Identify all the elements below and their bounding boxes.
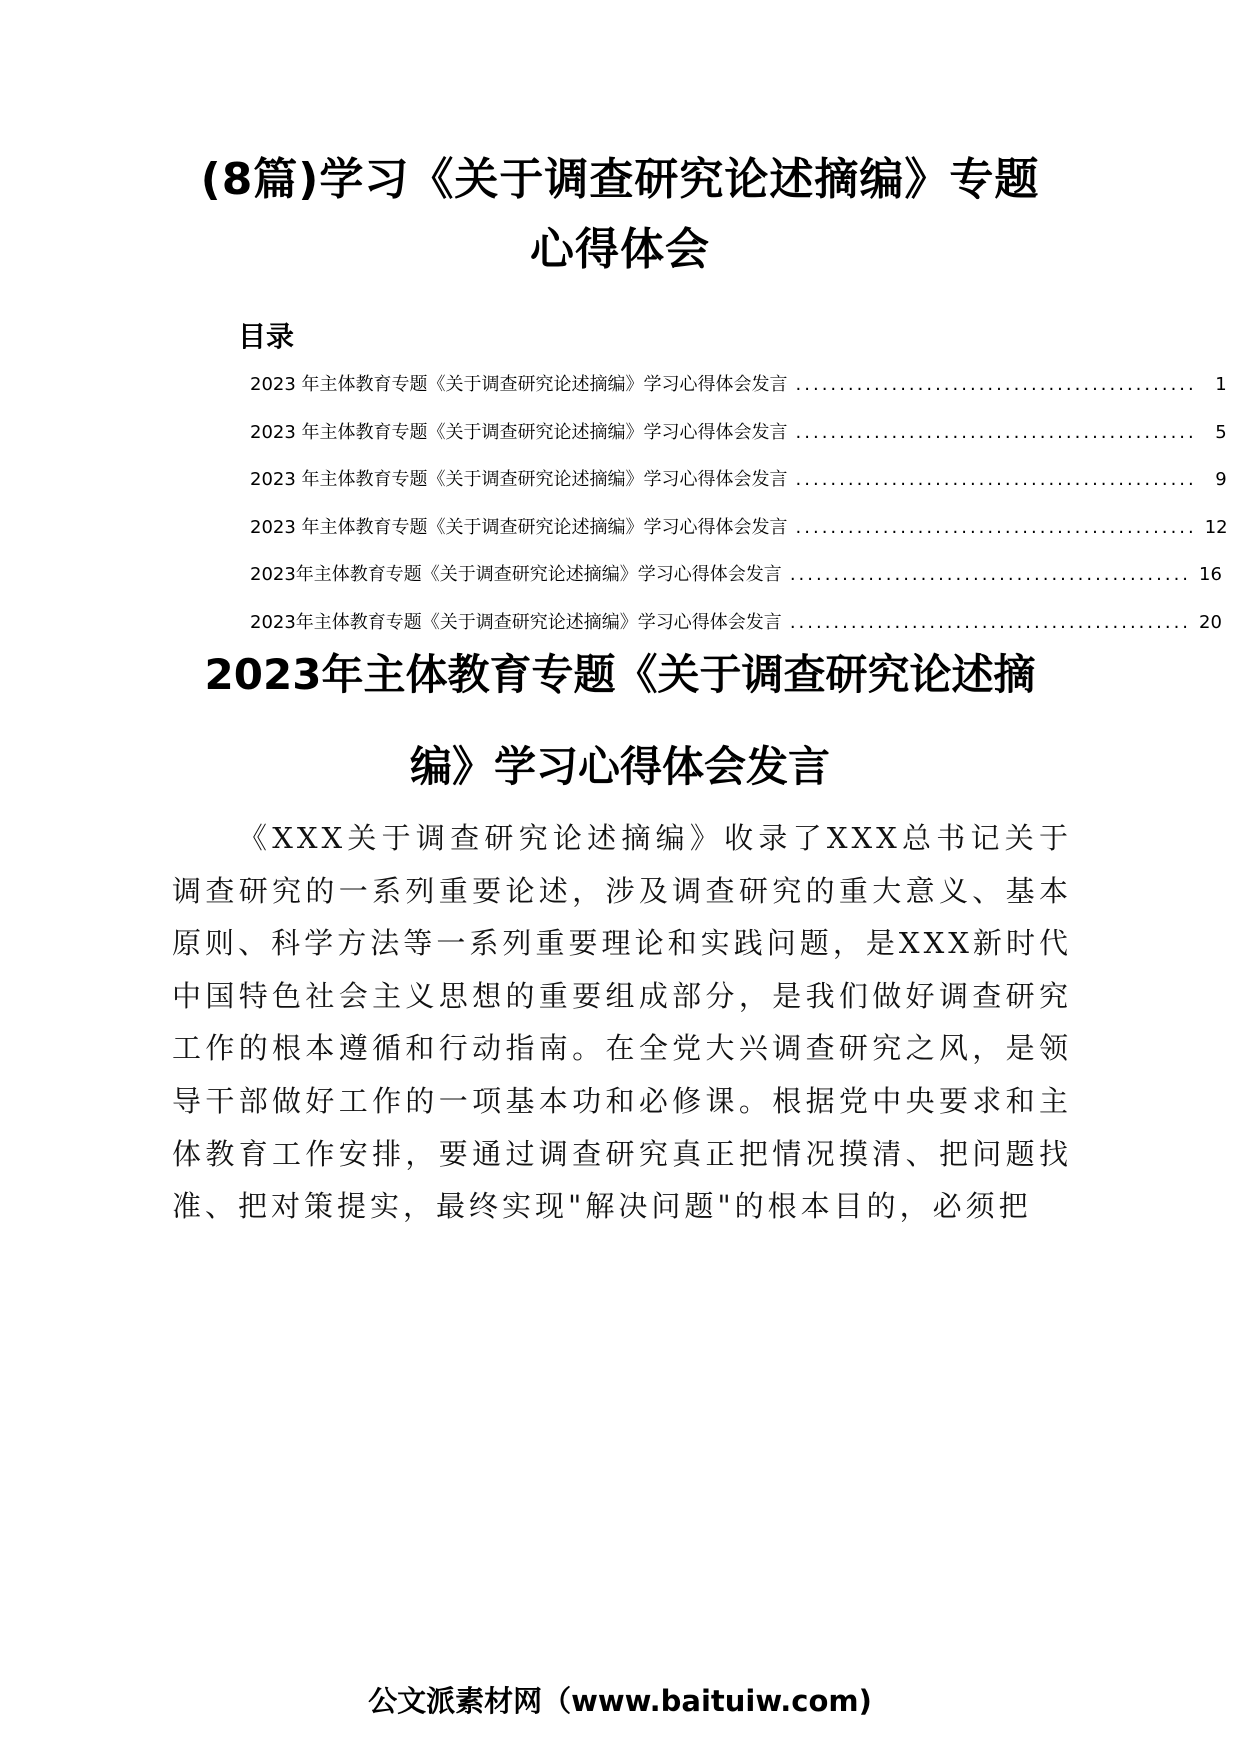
toc-leader-dots: .............................................. — [795, 421, 1197, 443]
toc-entry[interactable] — [250, 467, 1227, 515]
body-paragraph: 《XXX关于调查研究论述摘编》收录了XXX总书记关于 调查研究的一系列重要论述，涉及调查研究的重大意义、基本原则、科学方法等一系列重要理论和实践问题，是XXX新时代中国特色社会主义思想的重要组成部分，是我们做好调查研究工作的根本遵循和行动指南。在全党大兴调查研究之风，是领导干部做好工作的一项基本功和必修课。根据党中央要求和主体教育工作安排，要通过调查研究真正把情况摸清、把问题找准、把对策提实，最终实现"解决问题"的根本目的，必须把 — [172, 821, 1072, 1224]
document-title-line-2: 心得体会 — [530, 224, 710, 275]
table-of-contents — [250, 372, 1228, 657]
toc-leader-dots: .............................................. — [789, 611, 1192, 633]
toc-entry[interactable] — [250, 562, 1222, 610]
toc-entry-page: 1 — [1215, 374, 1227, 395]
toc-entry-label: 2023 年主体教育专题《关于调查研究论述摘编》学习心得体会发言 — [250, 421, 788, 443]
toc-leader-dots: .............................................. — [795, 374, 1197, 395]
toc-entry-page: 5 — [1215, 421, 1227, 443]
toc-entry-label: 2023 年主体教育专题《关于调查研究论述摘编》学习心得体会发言 — [250, 374, 788, 395]
toc-entry[interactable] — [250, 372, 1227, 420]
footer-watermark: 公文派素材网（www.baituiw.com) — [368, 1684, 872, 1718]
toc-entry-page: 9 — [1215, 469, 1227, 490]
toc-leader-dots: .............................................. — [795, 469, 1197, 490]
toc-entry-label: 2023年主体教育专题《关于调查研究论述摘编》学习心得体会发言 — [250, 564, 782, 585]
toc-entry-label: 2023年主体教育专题《关于调查研究论述摘编》学习心得体会发言 — [250, 611, 782, 633]
toc-entry-page: 12 — [1204, 516, 1228, 538]
section-title-line-1: 2023年主体教育专题《关于调查研究论述摘 — [204, 650, 1036, 699]
toc-leader-dots: .............................................. — [789, 564, 1192, 585]
toc-entry-label: 2023 年主体教育专题《关于调查研究论述摘编》学习心得体会发言 — [250, 469, 788, 490]
toc-heading: 目录 — [238, 320, 295, 353]
toc-entry-label: 2023 年主体教育专题《关于调查研究论述摘编》学习心得体会发言 — [250, 516, 788, 538]
section-title-line-2: 编》学习心得体会发言 — [409, 742, 830, 791]
toc-entry-page: 16 — [1199, 564, 1222, 585]
toc-entry-page: 20 — [1199, 611, 1222, 633]
toc-leader-dots: .............................................. — [795, 516, 1197, 538]
document-title-line-1: (8篇)学习《关于调查研究论述摘编》专题 — [200, 154, 1040, 205]
toc-entry[interactable] — [250, 420, 1227, 468]
toc-entry[interactable] — [250, 515, 1228, 563]
